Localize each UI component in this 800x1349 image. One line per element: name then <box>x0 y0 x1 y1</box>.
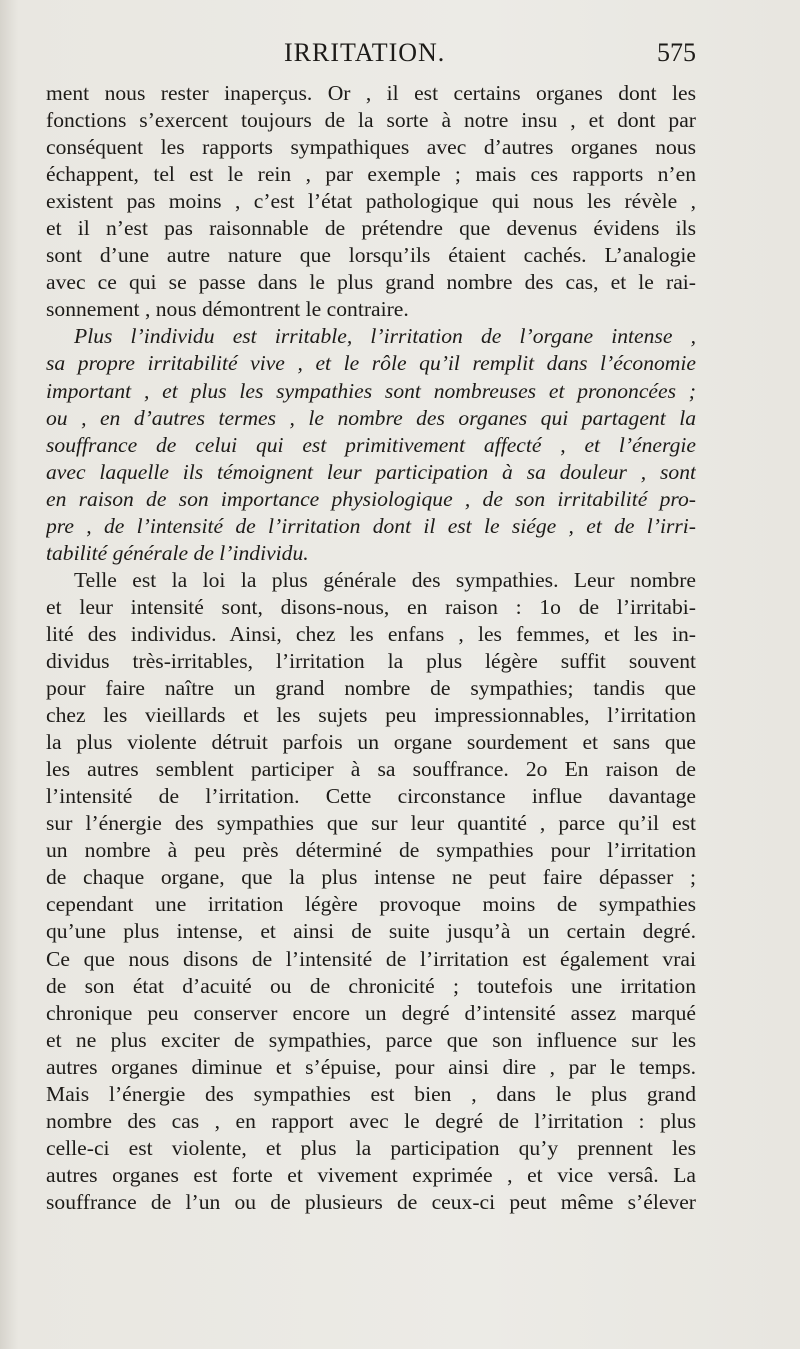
text-line: chez les vieillards et les sujets peu impressionnables, l’irritation <box>46 703 696 728</box>
text-line: qu’une plus intense, et ainsi de suite jusqu’à un certain degré. <box>46 919 696 944</box>
text-line: sa propre irritabilité vive , et le rôle qu’il remplit dans l’économie <box>46 351 696 376</box>
text-line: ment nous rester inaperçus. Or , il est certains organes dont les <box>46 81 696 105</box>
text-line: autres organes diminue et s’épuise, pour ainsi dire , par le temps. <box>46 1054 696 1079</box>
text-line: et leur intensité sont, disons-nous, en raison : 1o de l’irritabi- <box>46 594 696 619</box>
text-line: avec laquelle ils témoignent leur participation à sa douleur , sont <box>46 459 696 484</box>
text-line: sur l’énergie des sympathies que sur leur quantité , parce qu’il est <box>46 811 696 836</box>
text-line: souffrance de l’un ou de plusieurs de ceux-ci peut même s’élever <box>46 1189 696 1214</box>
text-line: et ne plus exciter de sympathies, parce que son influence sur les <box>46 1027 696 1052</box>
text-line: échappent, tel est le rein , par exemple ; mais ces rapports n’en <box>46 162 696 187</box>
text-line: conséquent les rapports sympathiques avec d’autres organes nous <box>46 135 696 160</box>
text-line: celle-ci est violente, et plus la participation qu’y prennent les <box>46 1135 696 1160</box>
text-line: avec ce qui se passe dans le plus grand nombre des cas, et le rai- <box>46 270 696 295</box>
text-line: souffrance de celui qui est primitivement affecté , et l’énergie <box>46 432 696 457</box>
text-line: de son état d’acuité ou de chronicité ; toutefois une irritation <box>46 973 696 998</box>
text-line: pour faire naître un grand nombre de sympathies; tandis que <box>46 676 696 701</box>
text-line: chronique peu conserver encore un degré d’intensité assez marqué <box>46 1000 696 1025</box>
paragraph <box>46 567 696 1216</box>
text-line: Mais l’énergie des sympathies est bien , dans le plus grand <box>46 1081 696 1106</box>
text-line: tabilité générale de l’individu. <box>46 540 309 565</box>
text-line: Ce que nous disons de l’intensité de l’irritation est également vrai <box>46 946 696 971</box>
page-header <box>46 38 696 78</box>
text-line: cependant une irritation légère provoque moins de sympathies <box>46 892 696 917</box>
text-line: l’intensité de l’irritation. Cette circonstance influe davantage <box>46 784 696 809</box>
page-number: 575 <box>657 38 696 67</box>
text-line: Plus l’individu est irritable, l’irritation de l’organe intense , <box>74 324 696 349</box>
text-line: de chaque organe, que la plus intense ne peut faire dépasser ; <box>46 865 696 890</box>
text-line: ou , en d’autres termes , le nombre des organes qui partagent la <box>46 405 696 430</box>
text-line: pre , de l’intensité de l’irritation dont il est le siége , et de l’irri- <box>46 513 696 538</box>
text-line: un nombre à peu près déterminé de sympathies pour l’irritation <box>46 838 696 863</box>
text-line: fonctions s’exercent toujours de la sorte à notre insu , et dont par <box>46 108 696 133</box>
text-line: existent pas moins , c’est l’état pathologique qui nous les révèle , <box>46 189 696 214</box>
running-head: IRRITATION. <box>284 38 446 67</box>
text-line: en raison de son importance physiologique , de son irritabilité pro- <box>46 486 696 511</box>
text-line: sont d’une autre nature que lorsqu’ils étaient cachés. L’analogie <box>46 243 696 268</box>
text-line: la plus violente détruit parfois un organe sourdement et sans que <box>46 730 696 755</box>
text-line: nombre des cas , en rapport avec le degré de l’irritation : plus <box>46 1108 696 1133</box>
text-line: dividus très-irritables, l’irritation la plus légère suffit souvent <box>46 648 696 673</box>
paragraph <box>46 323 696 566</box>
text-line: et il n’est pas raisonnable de prétendre que devenus évidens ils <box>46 216 696 241</box>
text-line: les autres semblent participer à sa souffrance. 2o En raison de <box>46 757 696 782</box>
paragraph <box>46 80 696 323</box>
text-line: sonnement , nous démontrent le contraire. <box>46 297 409 322</box>
body-text <box>46 80 696 1216</box>
text-line: important , et plus les sympathies sont nombreuses et prononcées ; <box>46 378 696 403</box>
text-line: Telle est la loi la plus générale des sympathies. Leur nombre <box>74 567 696 592</box>
text-line: lité des individus. Ainsi, chez les enfans , les femmes, et les in- <box>46 621 696 646</box>
text-line: autres organes est forte et vivement exprimée , et vice versâ. La <box>46 1162 696 1187</box>
